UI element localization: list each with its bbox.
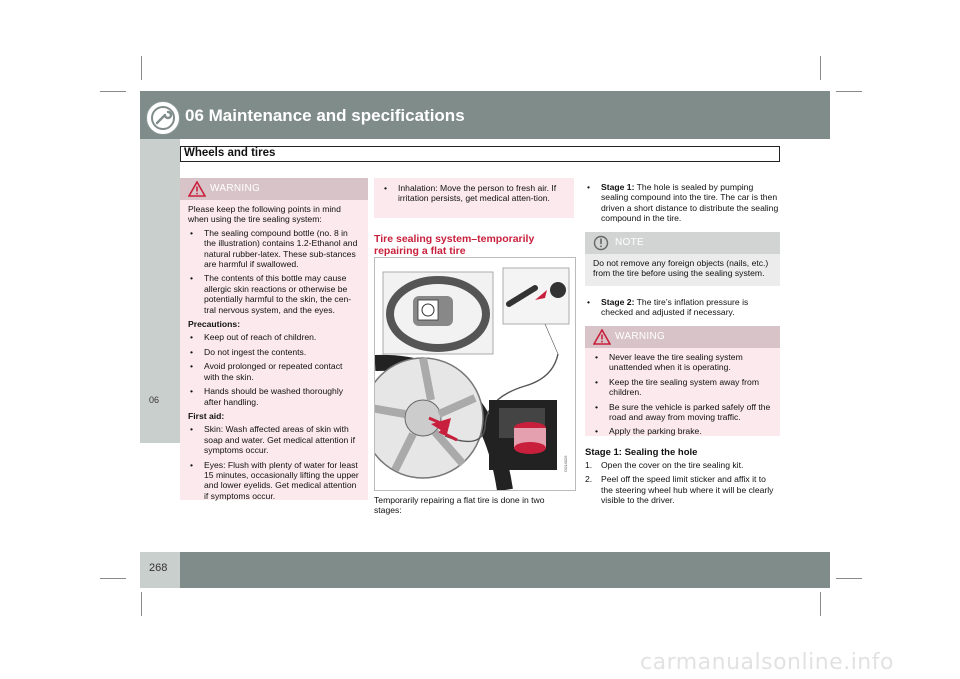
warning-triangle-icon — [188, 181, 206, 197]
first-aid-heading: First aid: — [188, 410, 225, 421]
chapter-side-strip — [140, 139, 180, 443]
crop-mark — [820, 56, 821, 80]
stage2-text: The tire’s inflation pressure is checked and adjusted if necessary. — [601, 297, 749, 318]
list-item: • Be sure the vehicle is parked safely off the road and away from moving traffic. — [593, 402, 772, 423]
note-text: Do not remove any foreign objects (nails, etc.) from the tire before using the sealing system. — [593, 258, 769, 279]
crop-mark — [100, 578, 126, 579]
step-item — [585, 474, 780, 505]
stage1-label: Stage 1: — [601, 182, 635, 192]
list-item: • Hands should be washed thoroughly after handling. — [188, 386, 360, 407]
list-item: • Avoid prolonged or repeated contact with the skin. — [188, 361, 360, 382]
list-item: • Keep out of reach of children. — [188, 332, 360, 342]
stage2-item — [585, 297, 780, 318]
stage1-item — [585, 182, 780, 224]
step-item — [585, 460, 780, 470]
step-text: Peel off the speed limit sticker and affix it to the steering wheel hub where it will be clearly visible to the driver. — [601, 474, 774, 506]
footer-band — [140, 552, 830, 588]
precautions-heading: Precautions: — [188, 319, 241, 330]
warning-intro: Please keep the following points in mind when using the tire sealing system: — [188, 204, 341, 225]
tire-sealing-illustration — [374, 257, 576, 491]
crop-mark — [836, 91, 862, 92]
wrench-icon — [146, 101, 180, 135]
warning-box-continued — [374, 178, 574, 218]
section-title: Wheels and tires — [184, 147, 276, 159]
list-item: • Skin: Wash affected areas of skin with soap and water. Get medical attention if symptoms occur. — [188, 424, 360, 455]
step-heading: Stage 1: Sealing the hole — [585, 447, 698, 458]
step-number: 2. — [585, 474, 593, 485]
crop-mark — [820, 592, 821, 616]
list-item: • Eyes: Flush with plenty of water for least 15 minutes, occasionally lifting the upper and lower eyelids. Get medical attention if symptoms occur. — [188, 460, 360, 502]
warning-triangle-icon — [593, 329, 611, 345]
side-chapter-number: 06 — [149, 395, 160, 405]
warning-box-precautions — [180, 178, 368, 500]
note-box-header — [585, 232, 780, 254]
step-number: 1. — [585, 460, 593, 470]
caption: Temporarily repairing a flat tire is done in two stages: — [374, 495, 545, 516]
list-item: • Keep the tire sealing system away from children. — [593, 377, 772, 398]
list-item: • Do not ingest the contents. — [188, 347, 360, 357]
info-icon — [593, 235, 609, 251]
step-text: Open the cover on the tire sealing kit. — [601, 460, 744, 470]
warning-box-header — [180, 178, 368, 200]
list-item: • Inhalation: Move the person to fresh air. If irritation persists, get medical atten-tion. — [382, 183, 566, 204]
warning-label: WARNING — [210, 183, 261, 194]
crop-mark — [100, 91, 126, 92]
warning-box-safety — [585, 326, 780, 436]
crop-mark — [836, 578, 862, 579]
list-item: • The sealing compound bottle (no. 8 in the illustration) contains 1.2-Ethanol and natural rubber-latex. These sub-stances are harmful if swallowed. — [188, 228, 360, 270]
list-item: • Never leave the tire sealing system unattended when it is operating. — [593, 352, 772, 373]
illustration-graphic — [375, 258, 575, 490]
list-item: • The contents of this bottle may cause allergic skin reactions or otherwise be potentially harmful to the skin, the cen-tral nervous system, and the eyes. — [188, 273, 360, 315]
figure-code: G014026 — [563, 455, 568, 472]
list-item: • Apply the parking brake. — [593, 426, 772, 436]
section-heading: Tire sealing system–temporarily repairing a flat tire — [374, 233, 535, 257]
crop-mark — [141, 592, 142, 616]
page-number: 268 — [149, 562, 168, 574]
watermark: carmanualsonline.info — [640, 650, 894, 675]
warning-label: WARNING — [615, 331, 666, 342]
warning-box-header — [585, 326, 780, 348]
chapter-title: 06 Maintenance and specifications — [185, 106, 465, 125]
stage2-label: Stage 2: — [601, 297, 635, 307]
note-box — [585, 232, 780, 286]
crop-mark — [141, 56, 142, 80]
note-label: NOTE — [615, 237, 644, 248]
stage1-text: The hole is sealed by pumping sealing compound into the tire. The car is then driven a short distance to distribute the sealing compound in the tire. — [601, 182, 779, 224]
